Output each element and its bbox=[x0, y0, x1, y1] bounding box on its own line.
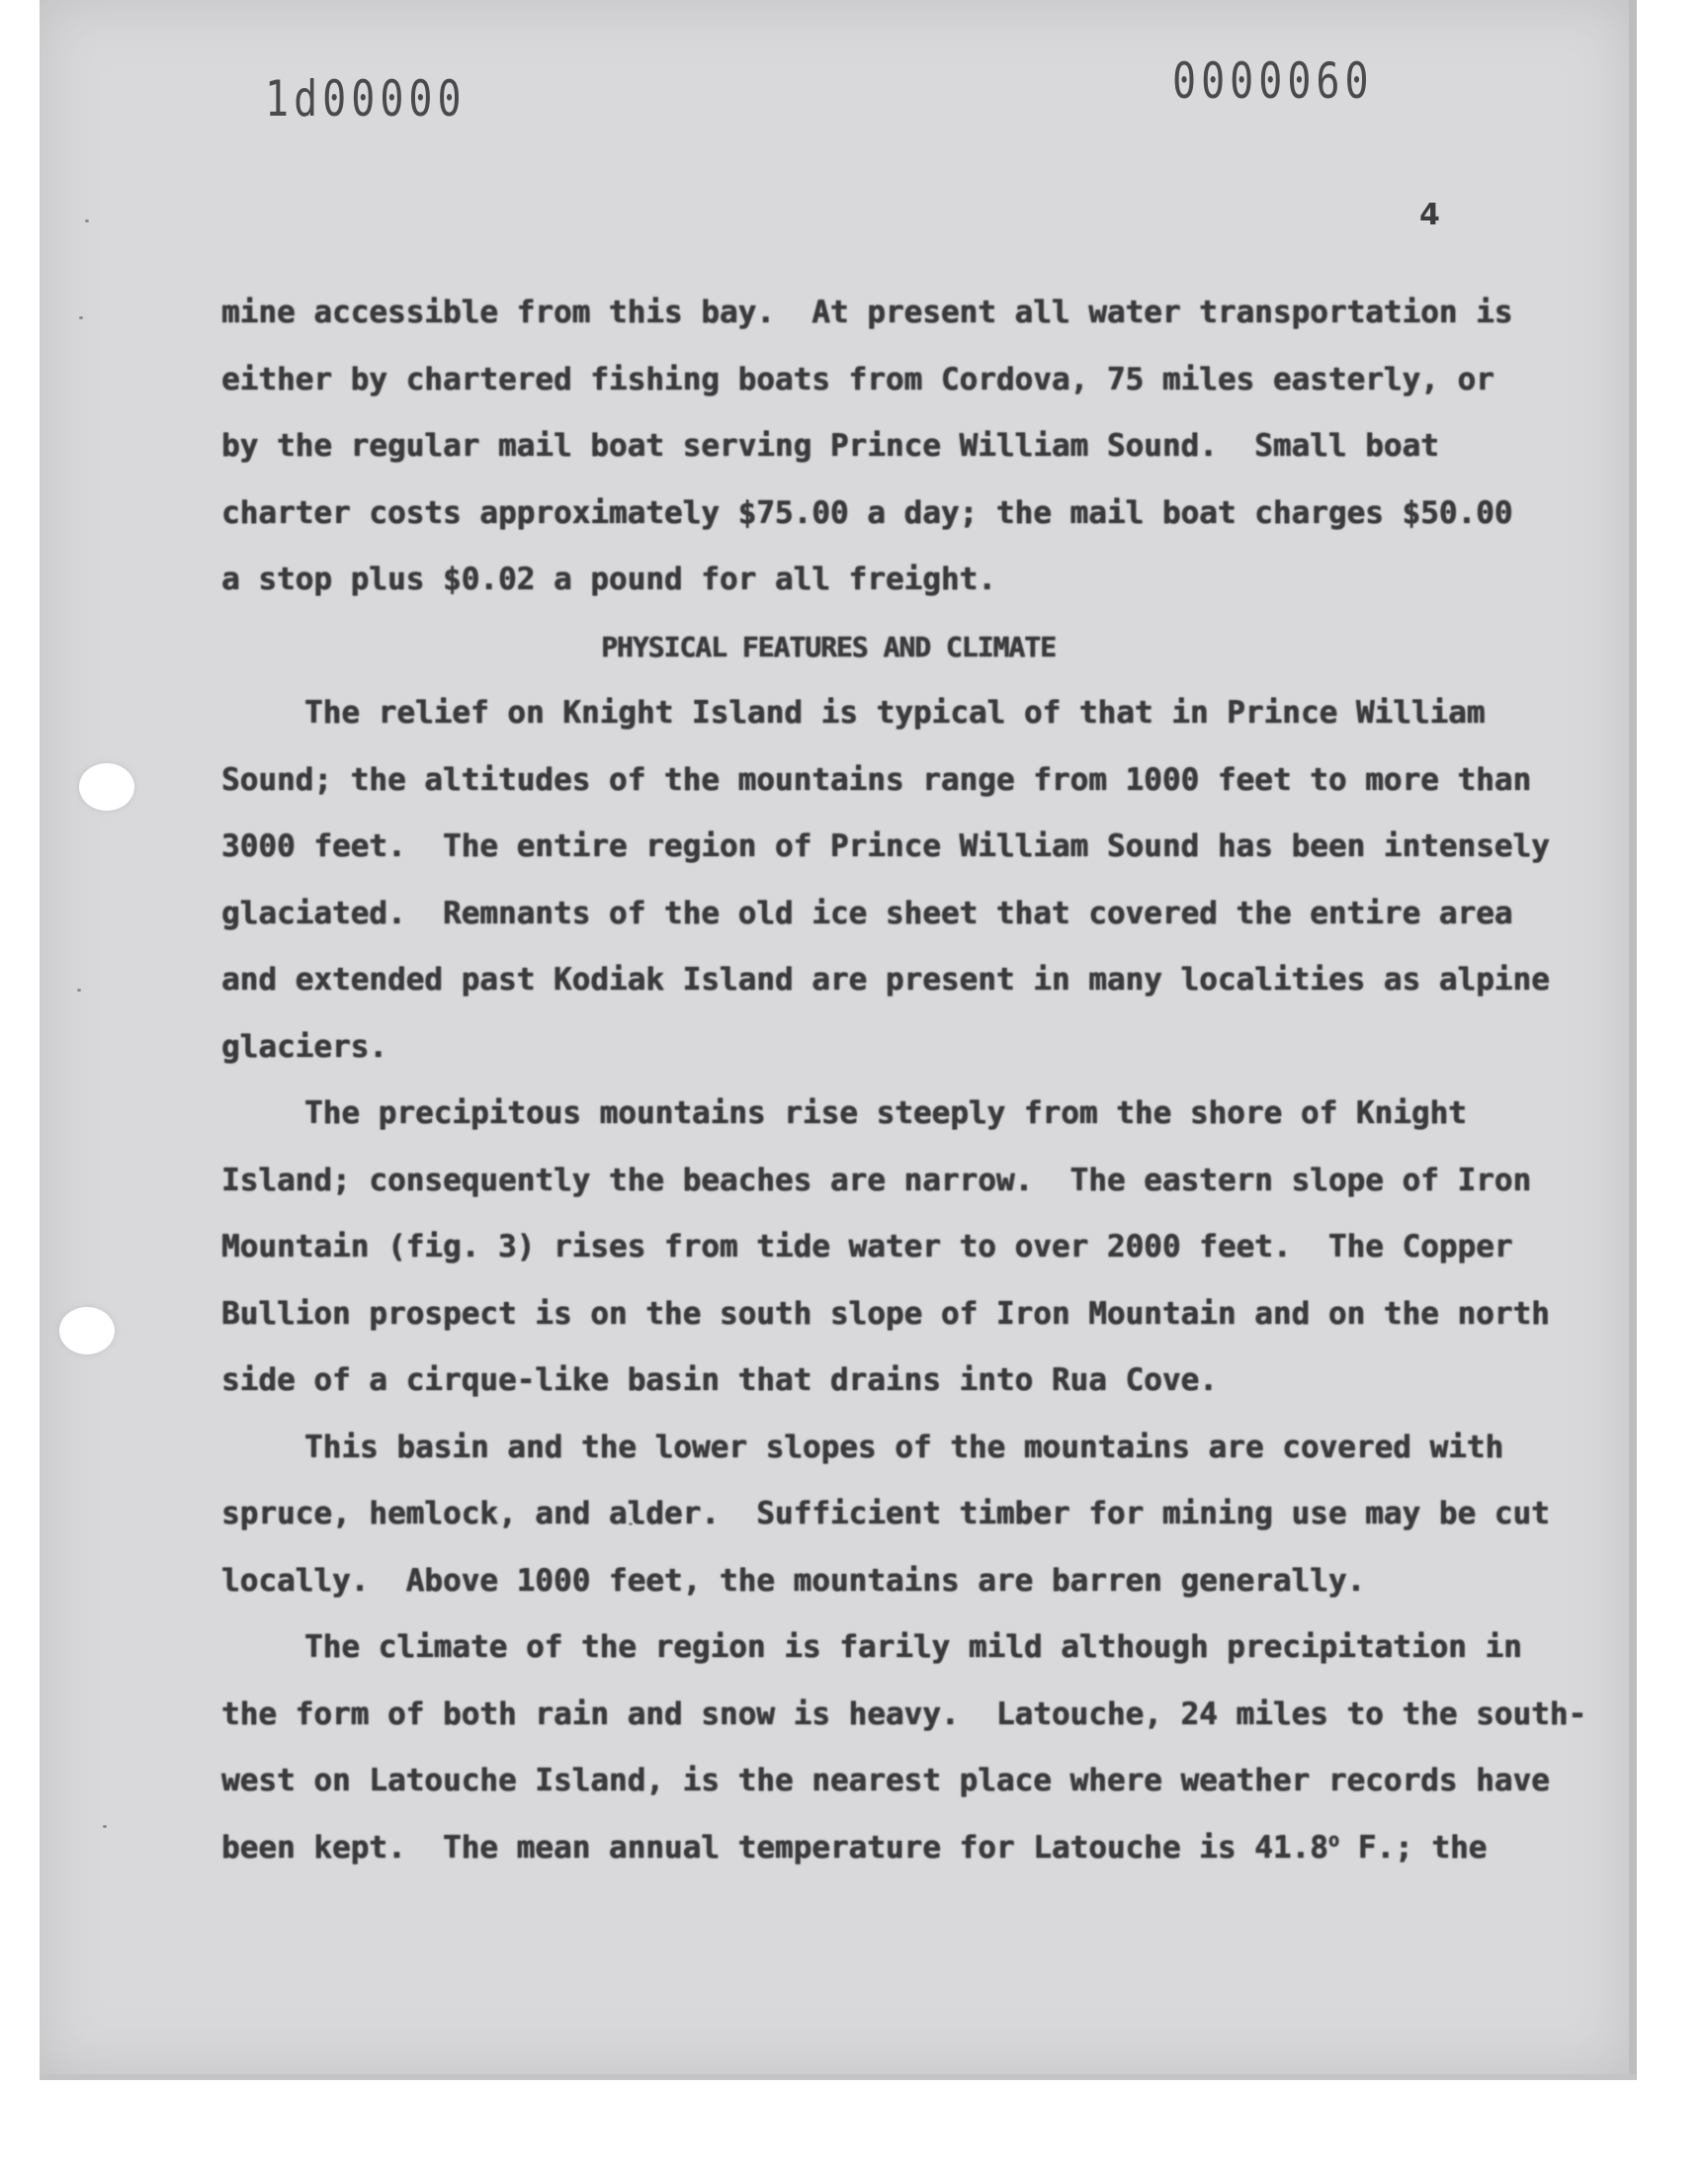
last-line-end: F.; the bbox=[1339, 1829, 1488, 1866]
degree-symbol: o bbox=[1327, 1830, 1340, 1852]
paragraph-1-line: by the regular mail boat serving Prince William Sound. Small boat bbox=[221, 428, 1439, 464]
paper-speck bbox=[79, 316, 83, 319]
paper-speck bbox=[85, 219, 89, 222]
paragraph-2-line: and extended past Kodiak Island are present in many localities as alpine bbox=[221, 962, 1550, 998]
paragraph-2-line: glaciated. Remnants of the old ice sheet that covered the entire area bbox=[221, 895, 1513, 931]
last-line-start: been kept. The mean annual temperature for Latouche is 41.8 bbox=[221, 1829, 1328, 1866]
page-edge-right bbox=[1629, 0, 1637, 2076]
paragraph-2-line: 3000 feet. The entire region of Prince William Sound has been intensely bbox=[221, 828, 1550, 864]
paragraph-3-line: Island; consequently the beaches are narrow. The eastern slope of Iron bbox=[221, 1162, 1532, 1198]
paragraph-1-line: mine accessible from this bay. At present all water transportation is bbox=[221, 295, 1513, 330]
paragraph-5-line: the form of both rain and snow is heavy. Latouche, 24 miles to the south- bbox=[221, 1696, 1587, 1732]
paragraph-4-line: locally. Above 1000 feet, the mountains are barren generally. bbox=[221, 1562, 1366, 1599]
paragraph-5-line: west on Latouche Island, is the nearest place where weather records have bbox=[221, 1763, 1550, 1798]
paragraph-5-line: The climate of the region is farily mild although precipitation in bbox=[304, 1629, 1522, 1665]
paragraph-2-line: glaciers. bbox=[221, 1028, 387, 1065]
paragraph-1-line: either by chartered fishing boats from Cordova, 75 miles easterly, or bbox=[221, 361, 1494, 397]
section-heading: PHYSICAL FEATURES AND CLIMATE bbox=[601, 630, 1056, 663]
paragraph-4-line: This basin and the lower slopes of the mountains are covered with bbox=[304, 1429, 1504, 1465]
document-id-stamp-right: 0000060 bbox=[1172, 53, 1374, 111]
paragraph-2-line: The relief on Knight Island is typical of that in Prince William bbox=[304, 695, 1486, 731]
document-body bbox=[221, 280, 1587, 1881]
document-id-stamp-left: 1d00000 bbox=[265, 71, 467, 129]
paper-speck bbox=[103, 1825, 107, 1828]
paper-speck bbox=[77, 989, 81, 992]
paragraph-3-line: The precipitous mountains rise steeply from the shore of Knight bbox=[304, 1095, 1467, 1131]
paragraph-4-line: spruce, hemlock, and alder. Sufficient timber for mining use may be cut bbox=[221, 1496, 1550, 1531]
paragraph-1-line: charter costs approximately $75.00 a day; the mail boat charges $50.00 bbox=[221, 494, 1513, 531]
paragraph-3-line: Mountain (fig. 3) rises from tide water to over 2000 feet. The Copper bbox=[221, 1229, 1513, 1264]
binder-hole-top bbox=[79, 763, 134, 811]
binder-hole-bottom bbox=[59, 1307, 115, 1354]
paragraph-2-line: Sound; the altitudes of the mountains range from 1000 feet to more than bbox=[221, 761, 1532, 798]
paragraph-1-line: a stop plus $0.02 a pound for all freight. bbox=[221, 562, 996, 597]
paragraph-5-last-line bbox=[221, 1815, 1488, 1882]
page-edge-bottom bbox=[40, 2074, 1637, 2080]
paragraph-3-line: Bullion prospect is on the south slope of Iron Mountain and on the north bbox=[221, 1295, 1550, 1332]
paragraph-3-line: side of a cirque-like basin that drains into Rua Cove. bbox=[221, 1362, 1218, 1398]
page-number: 4 bbox=[1419, 198, 1440, 232]
